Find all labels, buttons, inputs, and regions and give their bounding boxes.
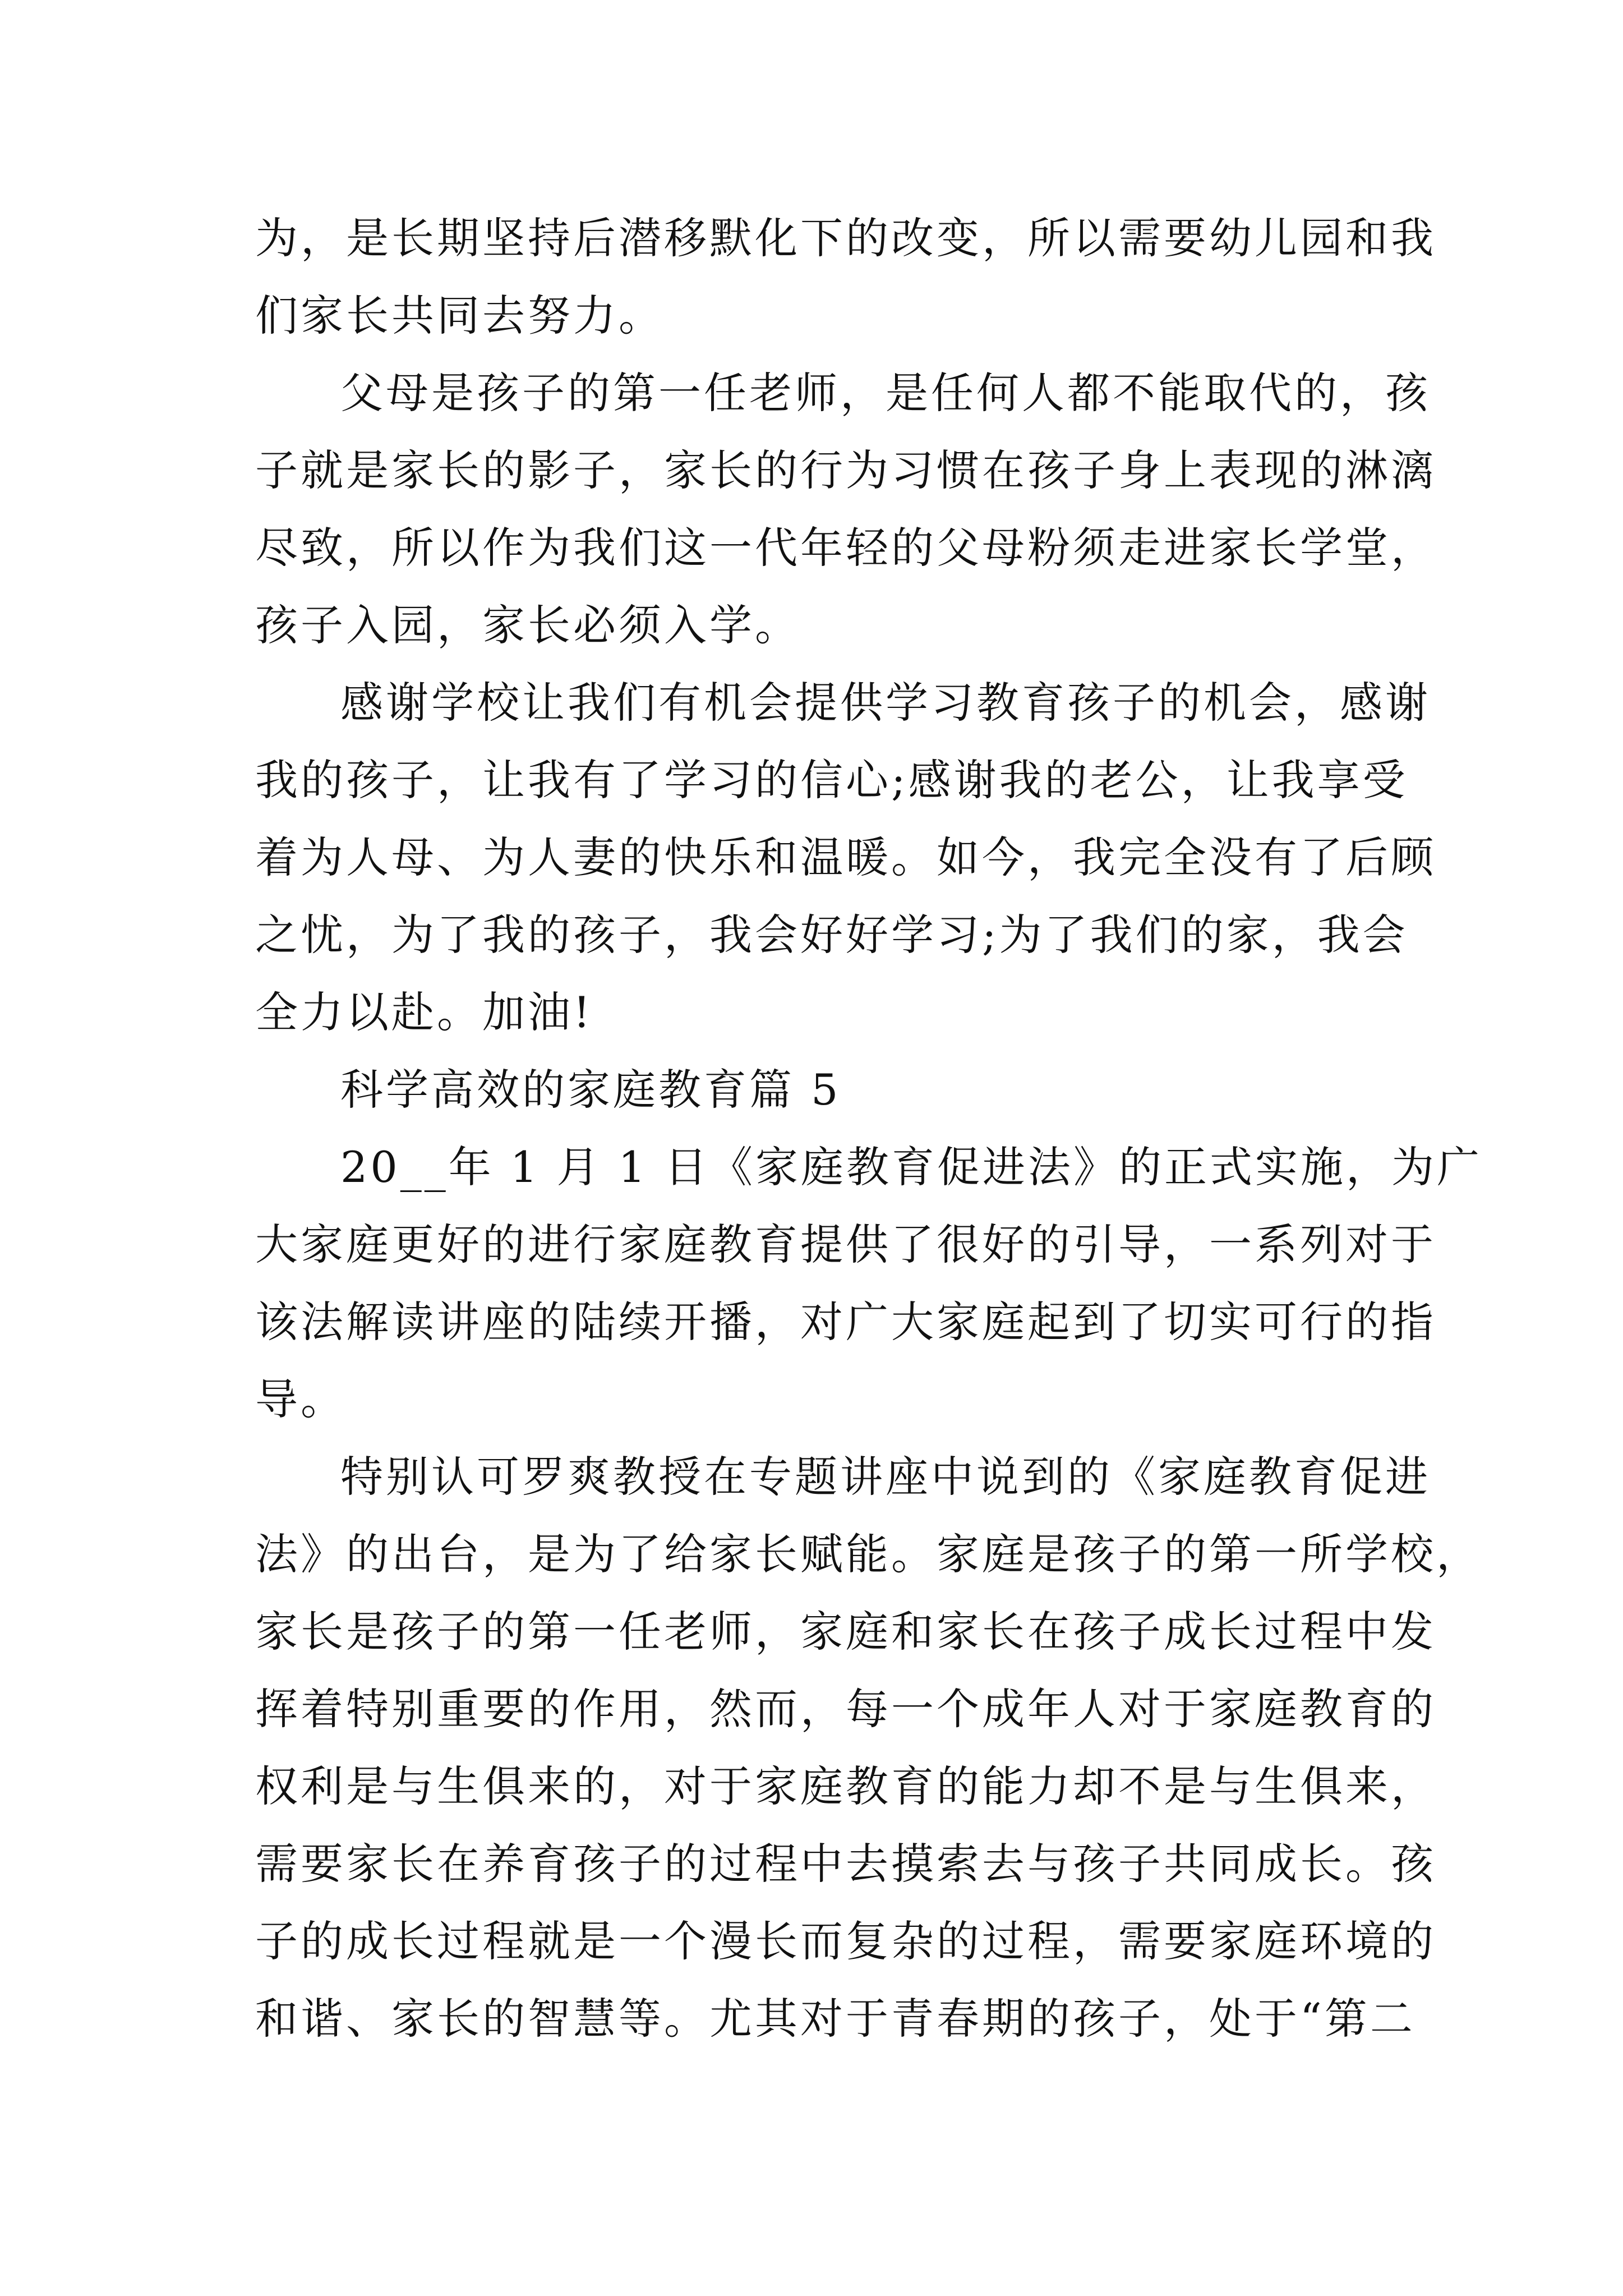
text-line: 之忧，为了我的孩子，我会好好学习;为了我们的家，我会 bbox=[255, 910, 1408, 960]
text-line: 挥着特别重要的作用，然而，每一个成年人对于家庭教育的 bbox=[255, 1684, 1436, 1734]
text-line: 导。 bbox=[255, 1374, 346, 1424]
text-line: 特别认可罗爽教授在专题讲座中说到的《家庭教育促进 bbox=[340, 1452, 1431, 1502]
text-line: 和谐、家长的智慧等。尤其对于青春期的孩子，处于“第二 bbox=[255, 1994, 1415, 2044]
text-line: 孩子入园，家长必须入学。 bbox=[255, 600, 800, 650]
document-body bbox=[255, 200, 1483, 2058]
text-line: 父母是孩子的第一任老师，是任何人都不能取代的，孩 bbox=[340, 368, 1431, 418]
text-line: 全力以赴。加油! bbox=[255, 987, 593, 1037]
text-line: 我的孩子，让我有了学习的信心;感谢我的老公，让我享受 bbox=[255, 755, 1408, 805]
text-line: 感谢学校让我们有机会提供学习教育孩子的机会，感谢 bbox=[340, 678, 1431, 728]
text-line: 着为人母、为人妻的快乐和温暖。如今，我完全没有了后顾 bbox=[255, 832, 1436, 882]
text-line: 们家长共同去努力。 bbox=[255, 291, 664, 341]
text-line: 大家庭更好的进行家庭教育提供了很好的引导，一系列对于 bbox=[255, 1220, 1436, 1269]
text-line: 为，是长期坚持后潜移默化下的改变，所以需要幼儿园和我 bbox=[255, 213, 1436, 263]
text-line: 科学高效的家庭教育篇 5 bbox=[340, 1065, 841, 1115]
text-line: 权利是与生俱来的，对于家庭教育的能力却不是与生俱来， bbox=[255, 1761, 1436, 1811]
text-line: 需要家长在养育孩子的过程中去摸索去与孩子共同成长。孩 bbox=[255, 1839, 1436, 1889]
text-line: 该法解读讲座的陆续开播，对广大家庭起到了切实可行的指 bbox=[255, 1297, 1436, 1347]
text-line: 子的成长过程就是一个漫长而复杂的过程，需要家庭环境的 bbox=[255, 1916, 1436, 1966]
text-line: 家长是孩子的第一任老师，家庭和家长在孩子成长过程中发 bbox=[255, 1607, 1436, 1657]
text-line: 尽致，所以作为我们这一代年轻的父母粉须走进家长学堂， bbox=[255, 523, 1436, 573]
text-line: 法》的出台，是为了给家长赋能。家庭是孩子的第一所学校， bbox=[255, 1529, 1482, 1579]
text-line: 子就是家长的影子，家长的行为习惯在孩子身上表现的淋漓 bbox=[255, 445, 1436, 495]
text-line: 20__年 1 月 1 日《家庭教育促进法》的正式实施，为广 bbox=[340, 1142, 1483, 1192]
